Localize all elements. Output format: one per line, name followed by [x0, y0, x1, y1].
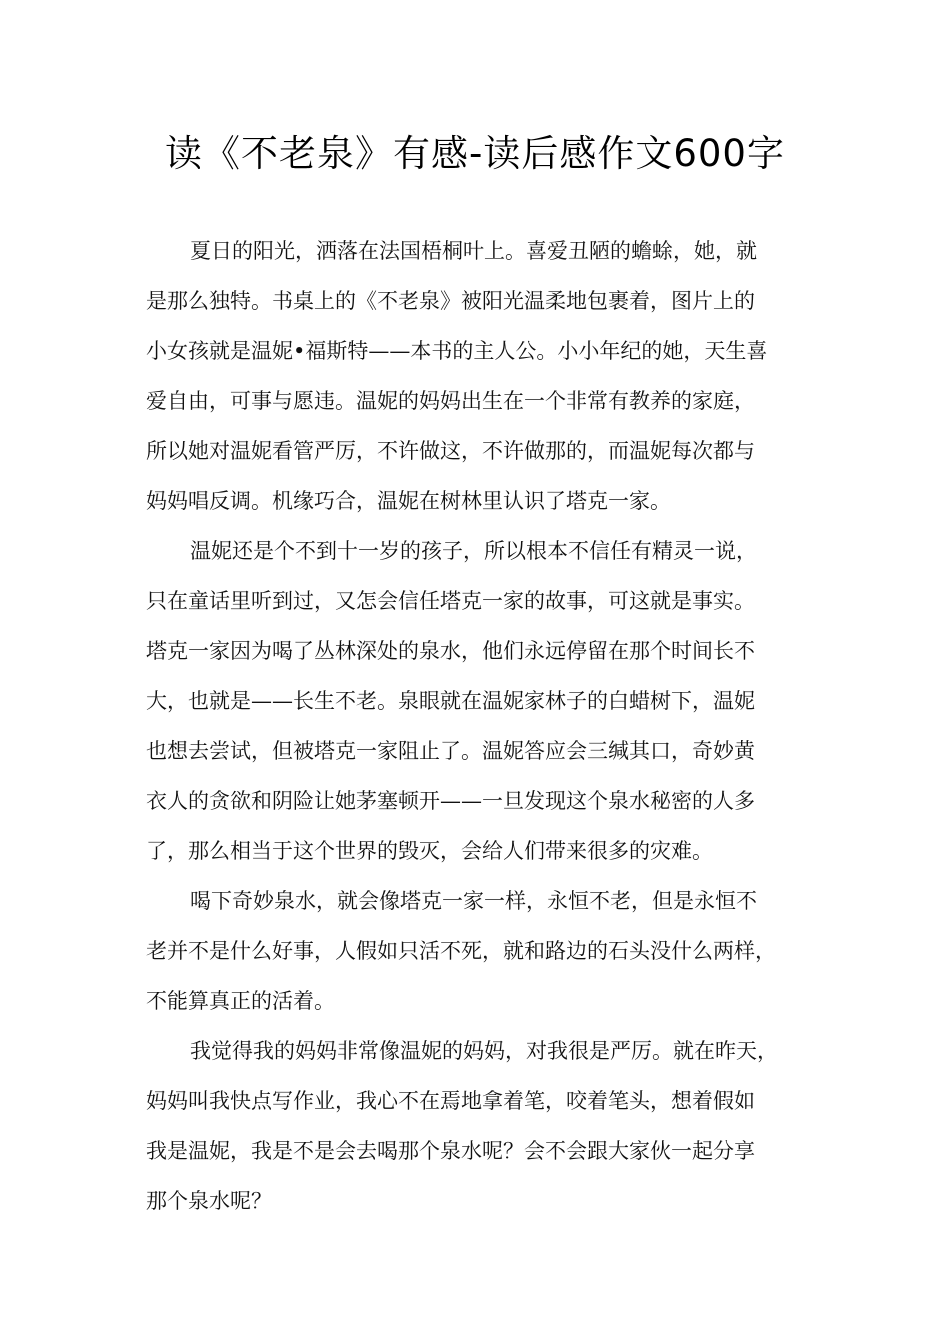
text-line: 是那么独特。书桌上的《不老泉》被阳光温柔地包裹着，图片上的: [146, 289, 755, 313]
paragraph-4: [146, 1026, 826, 1226]
text-line: 只在童话里听到过，又怎会信任塔克一家的故事，可这就是事实。: [146, 589, 755, 613]
paragraph-2: [146, 526, 826, 876]
text-line: 所以她对温妮看管严厉，不许做这，不许做那的，而温妮每次都与: [146, 439, 755, 463]
text-line: 喝下奇妙泉水，就会像塔克一家一样，永恒不老，但是永恒不: [190, 889, 757, 913]
text-line: 小女孩就是温妮•福斯特——本书的主人公。小小年纪的她，天生喜: [146, 339, 768, 363]
document-body: [146, 226, 826, 1226]
text-line: 塔克一家因为喝了丛林深处的泉水，他们永远停留在那个时间长不: [146, 639, 755, 663]
text-line: 也想去尝试，但被塔克一家阻止了。温妮答应会三缄其口，奇妙黄: [146, 739, 755, 763]
text-line: 爱自由，可事与愿违。温妮的妈妈出生在一个非常有教养的家庭，: [146, 389, 755, 413]
text-line: 那个泉水呢？: [146, 1189, 272, 1213]
text-line: 我觉得我的妈妈非常像温妮的妈妈，对我很是严厉。就在昨天，: [190, 1039, 778, 1063]
text-line: 衣人的贪欲和阴险让她茅塞顿开——一旦发现这个泉水秘密的人多: [146, 789, 755, 813]
text-line: 温妮还是个不到十一岁的孩子，所以根本不信任有精灵一说，: [190, 539, 757, 563]
document-title: 读《不老泉》有感-读后感作文600字: [165, 132, 785, 175]
paragraph-1: [146, 226, 826, 526]
text-line: 夏日的阳光，洒落在法国梧桐叶上。喜爱丑陋的蟾蜍，她，就: [190, 239, 757, 263]
text-line: 了，那么相当于这个世界的毁灭，会给人们带来很多的灾难。: [146, 839, 713, 863]
text-line: 不能算真正的活着。: [146, 989, 335, 1013]
text-line: 我是温妮，我是不是会去喝那个泉水呢？会不会跟大家伙一起分享: [146, 1139, 755, 1163]
text-line: 大，也就是——长生不老。泉眼就在温妮家林子的白蜡树下，温妮: [146, 689, 755, 713]
paragraph-3: [146, 876, 826, 1026]
text-line: 老并不是什么好事，人假如只活不死，就和路边的石头没什么两样，: [146, 939, 776, 963]
text-line: 妈妈叫我快点写作业，我心不在焉地拿着笔，咬着笔头，想着假如: [146, 1089, 755, 1113]
text-line: 妈妈唱反调。机缘巧合，温妮在树林里认识了塔克一家。: [146, 489, 671, 513]
